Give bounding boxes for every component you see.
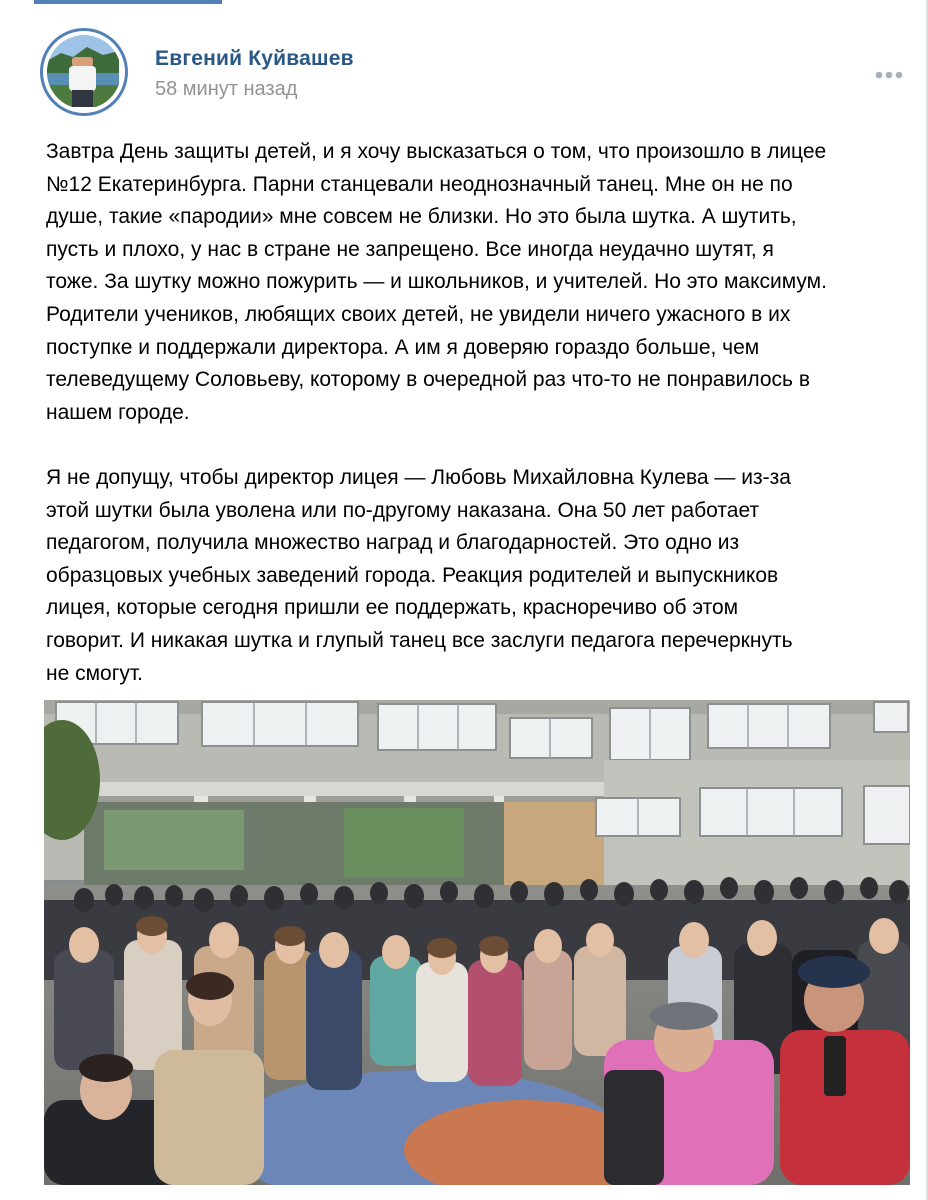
post-paragraph: Завтра День защиты детей, и я хочу высказаться о том, что произошло в лицее №12 Екатеринбурга. Парни станцевали неоднозначный танец. Мне он не по душе, такие «пародии» мне совсем не близки. Но это была шутка. А шутить, пусть и плохо, у нас в стране не запрещено. Все иногда неудачно шутят, я тоже. За шутку можно пожурить — и школьников, и учителей. Но это максимум. Родители учеников, любящих своих детей, не увидели ничего ужасного в их поступке и поддержали директора. А им я доверяю гораздо больше, чем телеведущему Соловьеву, которому в очередной раз что-то не понравилось в нашем городе. (46, 140, 827, 424)
more-horizontal-icon[interactable] (872, 68, 908, 82)
crowd-photo (44, 700, 910, 1185)
avatar-photo (47, 35, 121, 109)
post-text (46, 136, 916, 690)
post-paragraph: Я не допущу, чтобы директор лицея — Любовь Михайловна Кулева — из-за этой шутки была уволена или по-другому наказана. Она 50 лет работает педагогом, получила множество наград и благодарностей. Это одно из образцовых учебных заведений города. Реакция родителей и выпускников лицея, которые сегодня пришли ее поддержать, красноречиво об этом говорит. И никакая шутка и глупый танец все заслуги педагога перечеркнуть не смогут. (46, 465, 793, 685)
post-photo-attachment[interactable] (44, 700, 910, 1185)
author-name-link[interactable]: Евгений Куйвашев (155, 47, 354, 70)
post-timestamp[interactable]: 58 минут назад (155, 78, 298, 100)
avatar[interactable] (40, 28, 128, 116)
active-tab-indicator (34, 0, 222, 4)
